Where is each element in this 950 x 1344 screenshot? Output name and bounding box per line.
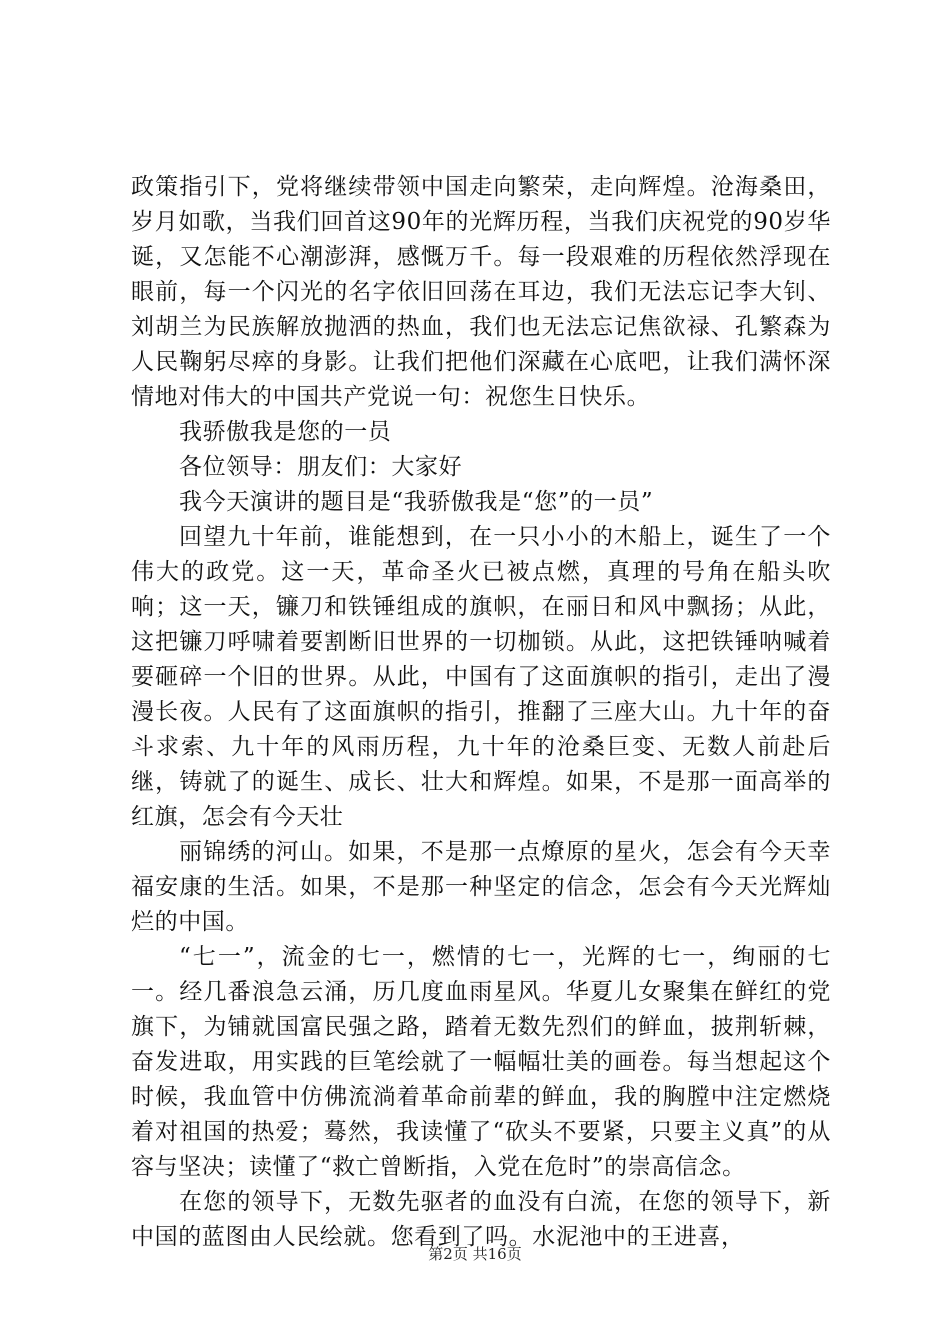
paragraph-landscape: 丽锦绣的河山。如果，不是那一点燎原的星火，怎会有今天幸福安康的生活。如果，不是那一种坚定的信念，怎会有今天光辉灿烂的中国。 xyxy=(131,839,831,935)
speech-topic: 我今天演讲的题目是“我骄傲我是“您”的一员” xyxy=(179,489,654,515)
paragraph-july-first: “七一”，流金的七一，燃情的七一，光辉的七一，绚丽的七一。经几番浪急云涌，历几度血雨星风。华夏儿女聚集在鲜红的党旗下，为铺就国富民强之路，踏着无数先烈们的鲜血，披荆斩棘，奋发进取，用实践的巨笔绘就了一幅幅壮美的画卷。每当想起这个时候，我血管中仿佛流淌着革命前辈的鲜血，我的胸膛中注定燃烧着对祖国的热爱；蓦然，我读懂了“砍头不要紧，只要主义真”的从容与坚决；读懂了“救亡曾断指，入党在危时”的崇高信念。 xyxy=(131,944,831,1180)
paragraph-history: 回望九十年前，谁能想到，在一只小小的木船上，诞生了一个伟大的政党。这一天，革命圣火已被点燃，真理的号角在船头吹响；这一天，镰刀和铁锤组成的旗帜，在丽日和风中飘扬；从此，这把镰刀呼啸着要割断旧世界的一切枷锁。从此，这把铁锤呐喊着要砸碎一个旧的世界。从此，中国有了这面旗帜的指引，走出了漫漫长夜。人民有了这面旗帜的指引，推翻了三座大山。九十年的奋斗求索、九十年的风雨历程，九十年的沧桑巨变、无数人前赴后继，铸就了的诞生、成长、壮大和辉煌。如果，不是那一面高举的红旗，怎会有今天壮 xyxy=(131,524,831,830)
paragraph-continuation: 政策指引下，党将继续带领中国走向繁荣，走向辉煌。沧海桑田，岁月如歌，当我们回首这90年的光辉历程，当我们庆祝党的90岁华诞，又怎能不心潮澎湃，感慨万千。每一段艰难的历程依然浮现在眼前，每一个闪光的名字依旧回荡在耳边，我们无法忘记李大钊、刘胡兰为民族解放抛洒的热血，我们也无法忘记焦欲禄、孔繁森为人民鞠躬尽瘁的身影。让我们把他们深藏在心底吧，让我们满怀深情地对伟大的中国共产党说一句：祝您生日快乐。 xyxy=(131,174,831,410)
page-number: 第2页 共16页 xyxy=(428,1245,522,1263)
speech-title: 我骄傲我是您的一员 xyxy=(179,419,392,445)
document-body xyxy=(131,170,831,1255)
paragraph-leadership: 在您的领导下，无数先驱者的血没有白流，在您的领导下，新中国的蓝图由人民绘就。您看到了吗。水泥池中的王进喜， xyxy=(131,1189,831,1250)
speech-greeting: 各位领导：朋友们：大家好 xyxy=(179,454,463,480)
